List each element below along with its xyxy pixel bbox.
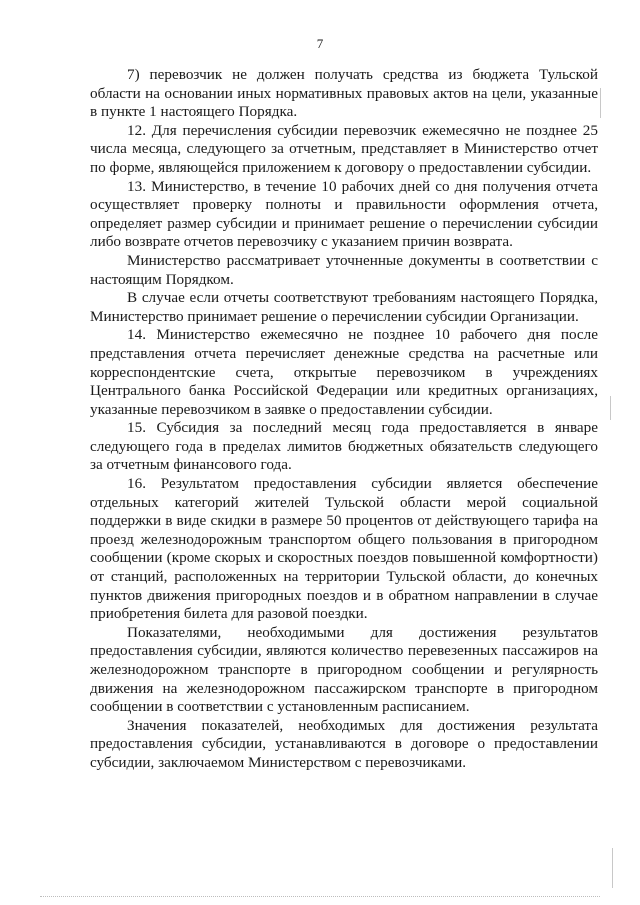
paragraph-indicator-values: Значения показателей, необходимых для достижения результата предоставления субсидии, устанавливаются в договоре о предоставлении субсидии, заключаемом Министерством с перевозчиками. — [90, 716, 598, 771]
scan-bottom-edge — [40, 896, 600, 897]
paragraph-13-documents: Министерство рассматривает уточненные документы в соответствии с настоящим Порядком. — [90, 251, 598, 288]
page-number: 7 — [316, 36, 324, 51]
paragraph-16: 16. Результатом предоставления субсидии является обеспечение отдельных категорий жителей Тульской области мерой социальной поддержки в виде скидки в размере 50 процентов от действующего тарифа на проезд железнодорожным транспортом общего пользования в пригородном сообщении (кроме скорых и скоростных поездов повышенной комфортности) от станций, расположенных на территории Тульской области, до конечных пунктов движения пригородных поездов и в обратном направлении в случае приобретения билета для разовой поездки. — [90, 475, 598, 623]
paragraph-13-decision: В случае если отчеты соответствуют требованиям настоящего Порядка, Министерство принимает решение о перечислении субсидии Организации. — [90, 289, 598, 325]
document-body — [90, 66, 598, 773]
paragraph-15: 15. Субсидия за последний месяц года предоставляется в январе следующего года в пределах лимитов бюджетных обязательств следующего за отчетным финансового года. — [90, 419, 598, 474]
scan-artifact-line — [612, 848, 613, 888]
paragraph-13: 13. Министерство, в течение 10 рабочих дней со дня получения отчета осуществляет проверку полноты и правильности оформления отчета, определяет размер субсидии и принимает решение о перечислении субсидии либо возврате отчетов перевозчику с указанием причин возврата. — [90, 177, 598, 251]
paragraph-7: 7) перевозчик не должен получать средства из бюджета Тульской области на основании иных нормативных правовых актов на цели, указанные в пункте 1 настоящего Порядка. — [90, 66, 598, 121]
scan-artifact-line — [610, 396, 611, 420]
scan-artifact-line — [600, 88, 601, 118]
paragraph-indicators: Показателями, необходимыми для достижения результатов предоставления субсидии, являются количество перевезенных пассажиров на железнодорожном транспорте в пригородном сообщении и регулярность движения на железнодорожном пассажирском транспорте в пригородном сообщении в соответствии с установленным расписанием. — [90, 623, 598, 716]
paragraph-12: 12. Для перечисления субсидии перевозчик ежемесячно не позднее 25 числа месяца, следующего за отчетным, представляет в Министерство отчет по форме, являющейся приложением к договору о предоставлении субсидии. — [90, 121, 598, 176]
paragraph-14: 14. Министерство ежемесячно не позднее 10 рабочего дня после представления отчета перечисляет денежные средства на расчетные или корреспондентские счета, открытые перевозчиком в учреждениях Центрального банка Российской Федерации или кредитных организациях, указанные перевозчиком в заявке о предоставлении субсидии. — [90, 326, 598, 418]
